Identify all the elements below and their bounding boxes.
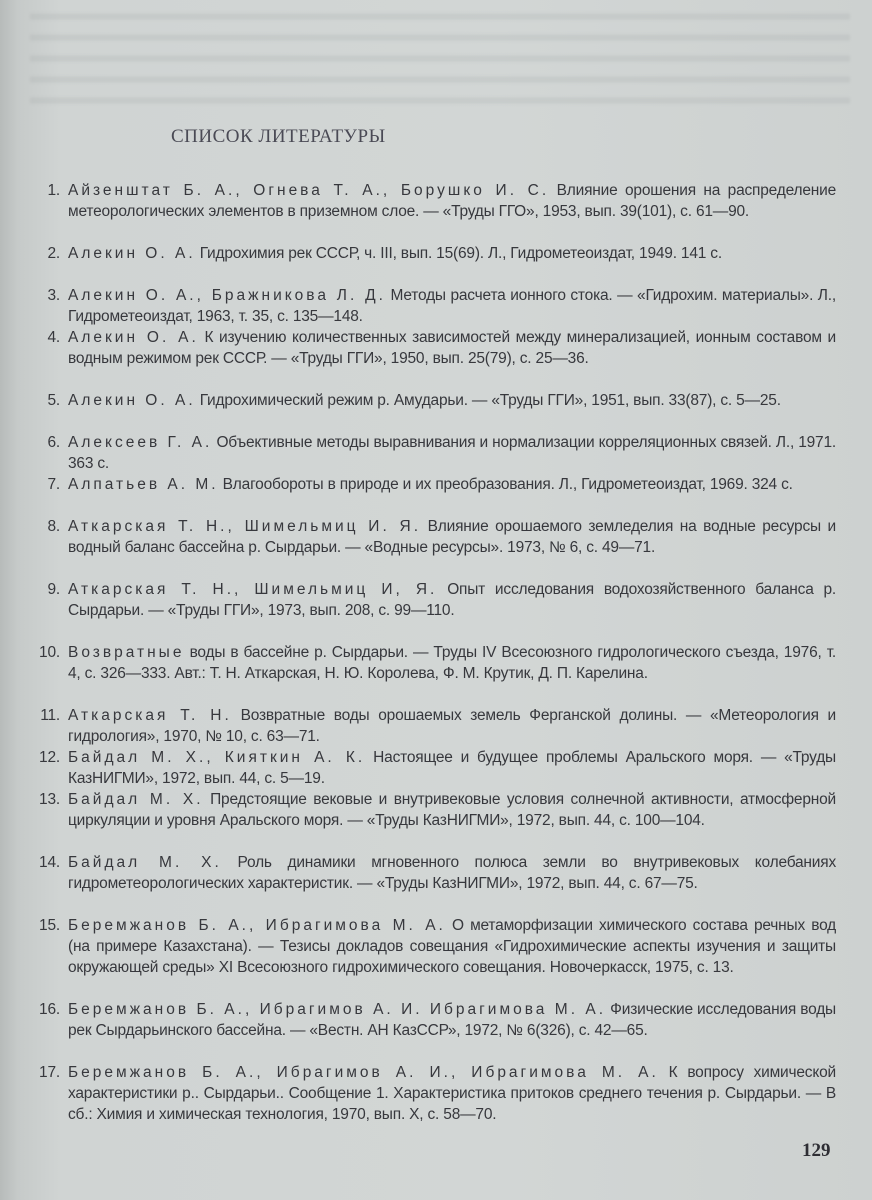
ref-text: Объективные методы выравнивания и нормализации корреляционных связей. Л., 1971. 363 с. [68,434,836,472]
reference-item [30,390,836,432]
ref-number: 10. [39,644,60,661]
ref-author: Аткарская Т. Н., Шимельмиц И. Я. [68,518,422,535]
ref-text: Влияние орошения на распределение метеорологических элементов в приземном слое. — «Труды ГГО», 1953, вып. 39(101), с. 61—90. [68,182,836,220]
ref-author: Байдал М. Х. [68,791,204,808]
ref-author: Айзенштат Б. А., Огнева Т. А., Борушко И. С. [68,182,550,199]
ref-number: 4. [47,329,60,346]
ref-text: К изучению количественных зависимостей между минерализацией, ионным составом и водным режимом рек СССР. — «Труды ГГИ», 1950, вып. 25(79), с. 25—36. [68,329,836,367]
ref-author: Байдал М. Х. [68,854,222,871]
reference-item [30,789,836,852]
page-number: 129 [802,1140,831,1161]
ref-author: Аткарская Т. Н. [68,707,232,724]
reference-item [30,1062,836,1146]
ref-text: Влагообороты в природе и их преобразования. Л., Гидрометеоиздат, 1969. 324 с. [218,476,793,493]
ref-text: Возвратные воды орошаемых земель Ферганской долины. — «Метеорология и гидрология», 1970, № 10, с. 63—71. [68,707,836,745]
ref-author: Беремжанов Б. А., Ибрагимов А. И., Ибрагимова М. А. [68,1064,659,1081]
ref-number: 2. [47,245,60,262]
ref-number: 1. [47,182,60,199]
ref-number: 13. [39,791,60,808]
ref-text: Настоящее и будущее проблемы Аральского моря. — «Труды КазНИГМИ», 1972, вып. 44, с. 5—19. [68,749,836,787]
ref-number: 17. [39,1064,60,1081]
ref-number: 16. [39,1001,60,1018]
reference-item [30,999,836,1062]
ref-number: 7. [47,476,60,493]
ref-number: 15. [39,917,60,934]
bleed-through-text [30,4,850,104]
ref-author: Возвратные [68,644,185,661]
reference-item [30,327,836,390]
reference-item [30,747,836,789]
reference-item [30,432,836,474]
ref-text: Методы расчета ионного стока. — «Гидрохим. материалы». Л., Гидрометеоиздат, 1963, т. 35, с. 135—148. [68,287,836,325]
ref-number: 5. [47,392,60,409]
ref-author: Алекин О. А. [68,329,199,346]
ref-author: Алексеев Г. А. [68,434,213,451]
ref-number: 12. [39,749,60,766]
reference-item [30,180,836,243]
ref-number: 11. [40,707,60,724]
reference-item [30,474,836,516]
reference-item [30,285,836,327]
ref-number: 3. [47,287,60,304]
reference-item [30,915,836,999]
ref-author: Аткарская Т. Н., Шимельмиц И, Я. [68,581,438,598]
ref-text: Роль динамики мгновенного полюса земли во внутривековых колебаниях гидрометеорологических характеристик. — «Труды КазНИГМИ», 1972, вып. 44, с. 67—75. [68,854,836,892]
page-title: СПИСОК ЛИТЕРАТУРЫ [171,126,386,147]
ref-author: Алекин О. А. [68,245,196,262]
ref-text: Предстоящие вековые и внутривековые условия солнечной активности, атмосферной циркуляции и уровня Аральского моря. — «Труды КазНИГМИ», 1972, вып. 44, с. 100—104. [68,791,836,829]
reference-item [30,579,836,642]
reference-item [30,852,836,915]
reference-item [30,642,836,705]
ref-number: 6. [47,434,60,451]
ref-author: Беремжанов Б. А., Ибрагимов А. И. Ибрагимова М. А. [68,1001,607,1018]
ref-text: Гидрохимический режим р. Амударьи. — «Труды ГГИ», 1951, вып. 33(87), с. 5—25. [195,392,781,409]
ref-text: О метаморфизации химического состава речных вод (на примере Казахстана). — Тезисы докладов совещания «Гидрохимические аспекты изучения и защиты окружающей среды» XI Всесоюзного гидрохимического совещания. Новочеркасск, 1975, с. 13. [68,917,836,976]
reference-item [30,705,836,747]
ref-text: Опыт исследования водохозяйственного баланса р. Сырдарьи. — «Труды ГГИ», 1973, вып. 208, с. 99—110. [68,581,836,619]
ref-text: воды в бассейне р. Сырдарьи. — Труды IV Всесоюзного гидрологического съезда, 1976, т. 4, с. 326—333. Авт.: Т. Н. Аткарская, Н. Ю. Королева, Ф. М. Крутик, Д. П. Карелина. [68,644,836,682]
ref-number: 9. [47,581,60,598]
ref-author: Алпатьев А. М. [68,476,219,493]
ref-author: Байдал М. Х., Кияткин А. К. [68,749,366,766]
ref-author: Беремжанов Б. А., Ибрагимова М. А. [68,917,446,934]
ref-text: К вопросу химической характеристики р.. Сырдарьи.. Сообщение 1. Характеристика притоков среднего течения р. Сырдарьи. — В сб.: Химия и химическая технология, 1970, вып. X, с. 58—70. [68,1064,836,1123]
ref-number: 14. [39,854,60,871]
reference-item [30,516,836,579]
ref-text: Влияние орошаемого земледелия на водные ресурсы и водный баланс бассейна р. Сырдарьи. — «Водные ресурсы». 1973, № 6, с. 49—71. [68,518,836,556]
ref-text: Физические исследования воды рек Сырдарьинского бассейна. — «Вестн. АН КазССР», 1972, № 6(326), с. 42—65. [68,1001,836,1039]
ref-number: 8. [47,518,60,535]
ref-author: Алекин О. А., Бражникова Л. Д. [68,287,386,304]
ref-author: Алекин О. А. [68,392,196,409]
reference-item [30,243,836,285]
reference-list [30,180,836,1146]
ref-text: Гидрохимия рек СССР, ч. III, вып. 15(69). Л., Гидрометеоиздат, 1949. 141 с. [195,245,722,262]
